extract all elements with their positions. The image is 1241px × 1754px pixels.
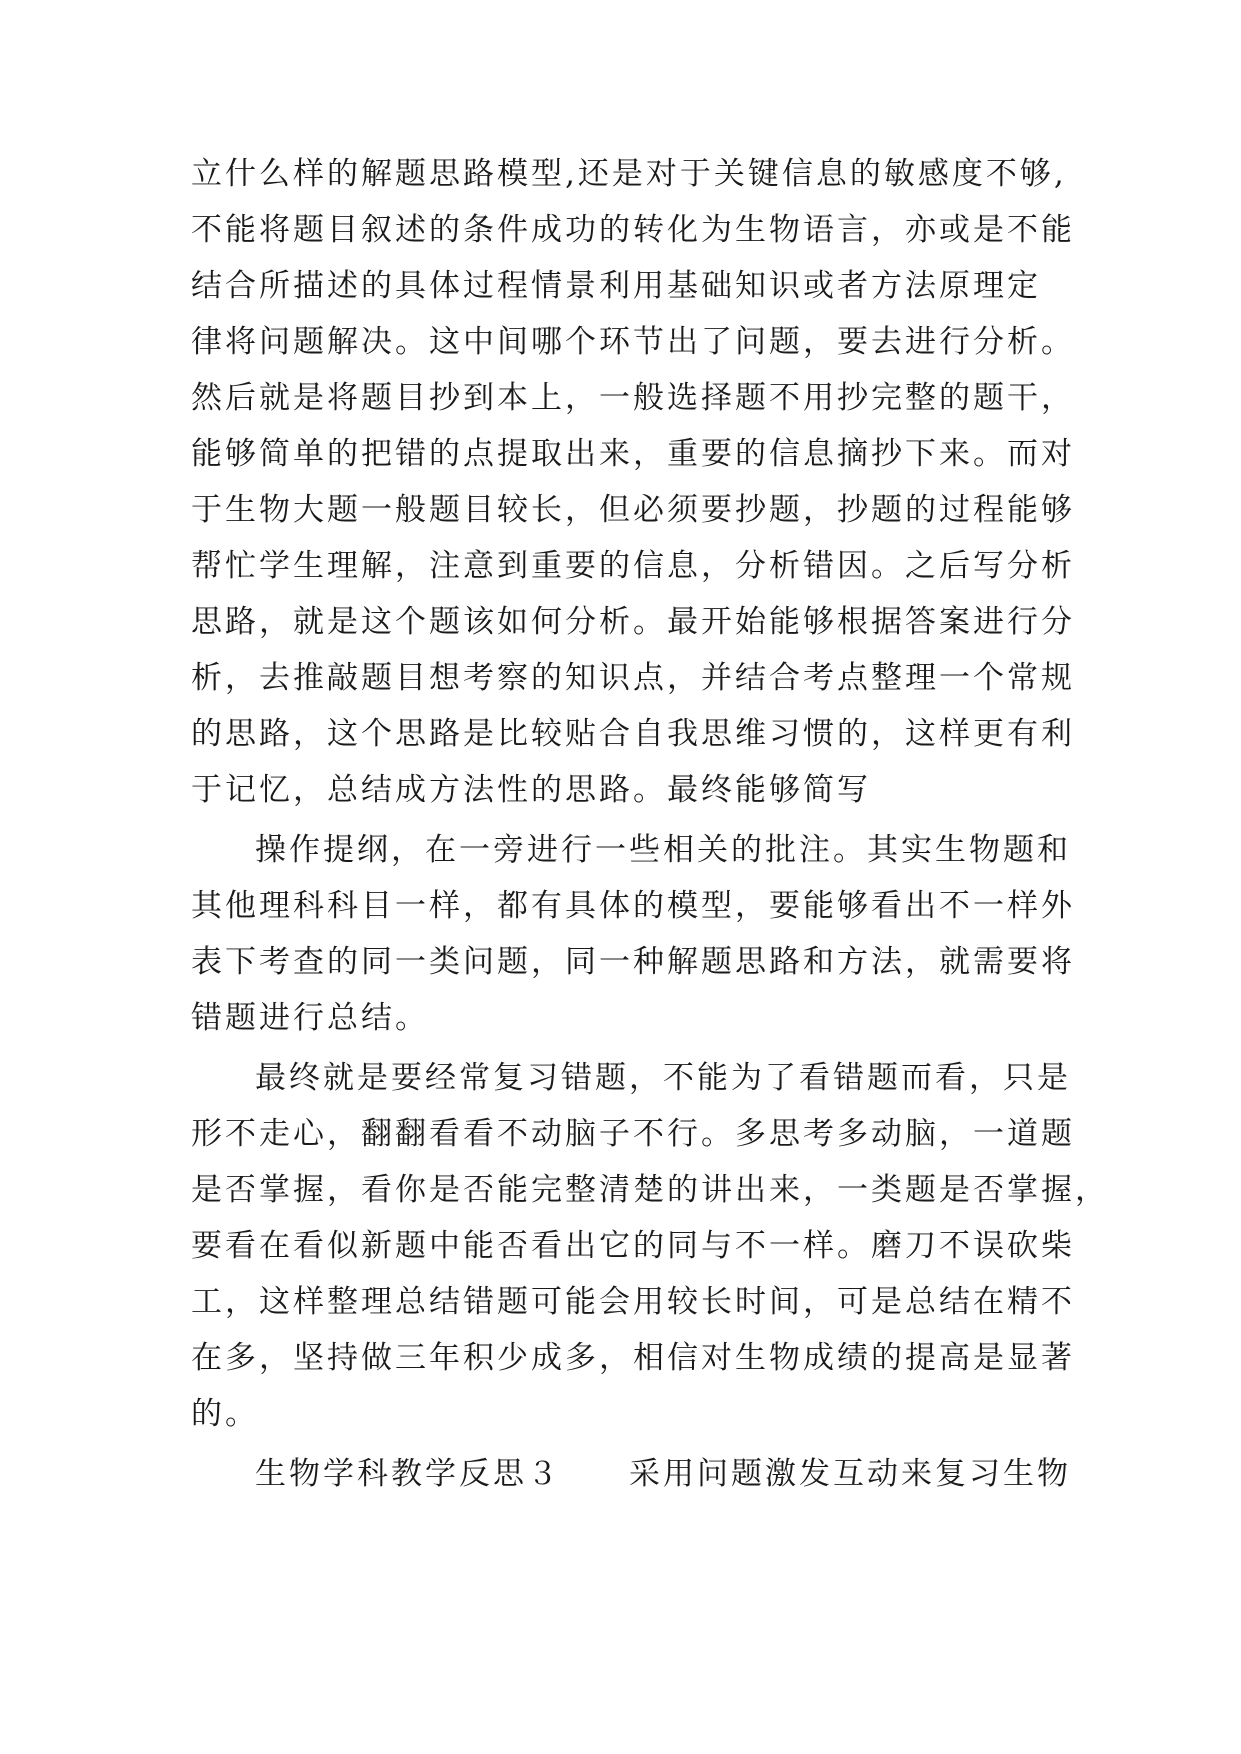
section-heading-line: 生物学科教学反思３ 采用问题激发互动来复习生物 — [255, 1456, 1071, 1492]
text-line: 律将问题解决。这中间哪个环节出了问题，要去进行分析。 — [191, 324, 1075, 360]
text-line: 于生物大题一般题目较长，但必须要抄题，抄题的过程能够 — [191, 492, 1075, 528]
text-line: 析，去推敲题目想考察的知识点，并结合考点整理一个常规 — [191, 660, 1075, 696]
text-line: 不能将题目叙述的条件成功的转化为生物语言，亦或是不能 — [191, 212, 1075, 248]
text-line: 于记忆，总结成方法性的思路。最终能够简写 — [191, 772, 871, 808]
text-line: 立什么样的解题思路模型,还是对于关键信息的敏感度不够, — [191, 156, 1067, 192]
text-line: 思路，就是这个题该如何分析。最开始能够根据答案进行分 — [191, 604, 1075, 640]
text-line: 的思路，这个思路是比较贴合自我思维习惯的，这样更有利 — [191, 716, 1075, 752]
paragraph-first-line: 最终就是要经常复习错题，不能为了看错题而看，只是 — [255, 1060, 1071, 1096]
text-line: 工，这样整理总结错题可能会用较长时间，可是总结在精不 — [191, 1284, 1075, 1320]
paragraph-first-line: 操作提纲，在一旁进行一些相关的批注。其实生物题和 — [255, 832, 1071, 868]
text-line: 错题进行总结。 — [191, 1000, 429, 1036]
text-line: 是否掌握，看你是否能完整清楚的讲出来，一类题是否掌握， — [191, 1172, 1109, 1208]
text-line: 然后就是将题目抄到本上，一般选择题不用抄完整的题干， — [191, 380, 1075, 416]
text-line: 帮忙学生理解，注意到重要的信息，分析错因。之后写分析 — [191, 548, 1075, 584]
text-line: 形不走心，翻翻看看不动脑子不行。多思考多动脑，一道题 — [191, 1116, 1075, 1152]
text-line: 在多，坚持做三年积少成多，相信对生物成绩的提高是显著 — [191, 1340, 1075, 1376]
text-line: 表下考查的同一类问题，同一种解题思路和方法，就需要将 — [191, 944, 1075, 980]
text-line: 能够简单的把错的点提取出来，重要的信息摘抄下来。而对 — [191, 436, 1075, 472]
text-line: 要看在看似新题中能否看出它的同与不一样。磨刀不误砍柴 — [191, 1228, 1075, 1264]
text-line: 的。 — [191, 1396, 259, 1432]
text-line: 结合所描述的具体过程情景利用基础知识或者方法原理定 — [191, 268, 1041, 304]
text-line: 其他理科科目一样，都有具体的模型，要能够看出不一样外 — [191, 888, 1075, 924]
